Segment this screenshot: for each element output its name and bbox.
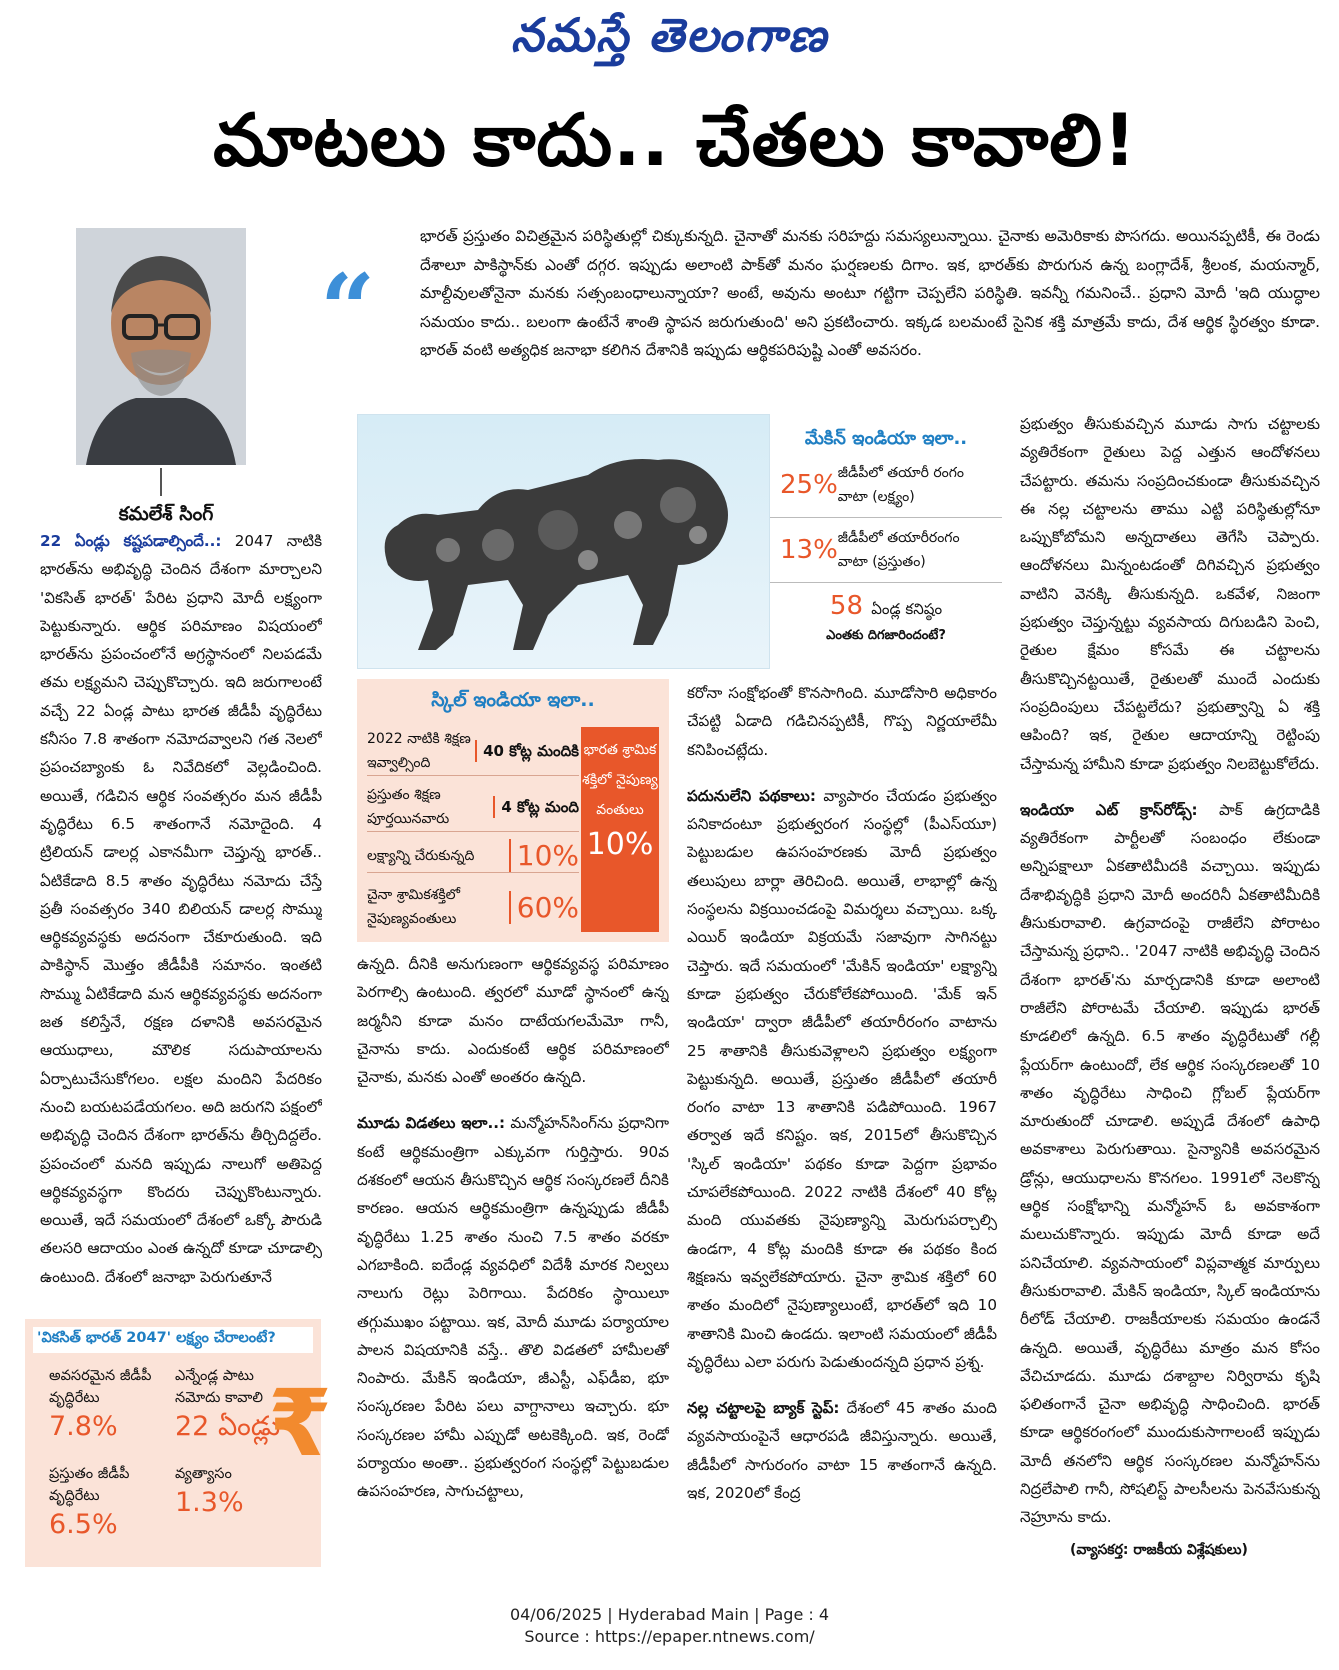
skill-label: లక్ష్యాన్ని చేరుకున్నది	[367, 847, 475, 864]
make-in-india-lion-graphic	[357, 414, 770, 669]
make-in-india-title: మేకిన్ ఇండియా ఇలా..	[804, 428, 968, 449]
skill-india-row	[367, 727, 579, 776]
paragraph: ఉన్నది. దీనికి అనుగుణంగా ఆర్థికవ్యవస్థ పరిమాణం పెరగాల్సి ఉంటుంది. త్వరలో మూడో స్థానంలో ఉన్న జర్మనీని కూడా మనం దాటేయగలమేమో గానీ, చైనాను కాదు. ఎందుకంటే ఆర్థిక పరిమాణంలో చైనాకు, మనకు ఎంతో అంతరం ఉన్నది.	[357, 955, 669, 1087]
make-in-india-infobox	[770, 414, 1002, 669]
viksit-label: ఎన్నేండ్ల పాటు నమోదు కావాలి	[175, 1368, 263, 1406]
make-in-india-label: జీడీపీలో తయారీరంగం వాటా (ప్రస్తుతం)	[837, 530, 960, 570]
viksit-cell	[49, 1463, 174, 1543]
viksit-label: అవసరమైన జీడీపీ వృద్ధిరేటు	[49, 1368, 152, 1406]
skill-label: 2022 నాటికి శిక్షణ ఇవ్వాల్సింది	[367, 731, 471, 771]
skill-india-row	[367, 883, 579, 931]
author-name: కమలేశ్ సింగ్	[118, 503, 214, 525]
rupee-icon: ₹	[268, 1370, 333, 1477]
paragraph: 2047 నాటికి భారత్‌ను అభివృద్ధి చెందిన దేశంగా మార్చాలని 'వికసిత్ భారత్' పేరిట ప్రధాని మోదీ లక్ష్యంగా పెట్టుకున్నారు. ఆర్థిక పరిమాణం విషయంలో భారత్‌ను ప్రపంచంలోనే అగ్రస్థానంలో నిలపడమే తమ లక్ష్యమని చెప్పుకొచ్చారు. ఇది జరుగాలంటే వచ్చే 22 ఏండ్ల పాటు భారత జీడీపీ వృద్ధిరేటు కనీసం 7.8 శాతంగా నమోదవ్వాలని గత నెలలో ప్రపంచబ్యాంకు ఓ నివేదికలో వెల్లడించింది. అయితే, గడిచిన ఆర్థిక సంవత్సరం మన జీడీపీ వృద్ధిరేటు 6.5 శాతంగానే నమోదైంది. 4 ట్రిలియన్ డాలర్ల ఎకానమీగా చెప్తున్న భారత్.. ఏటికేడాది 8.5 శాతం వృద్ధిరేటు నమోదు చేస్తే ప్రతీ సంవత్సరం 340 బిలియన్ డాలర్ల సొమ్ము ఆర్థికవ్యవస్థకు అదనంగా చేకూరుతుంది. ఇది పాకిస్థాన్ మొత్తం జీడీపీకి సమానం. ఇంతటి సొమ్ము ఏటికేడాది మన ఆర్థికవ్యవస్థకు అదనంగా జత కలిస్తేనే, రక్షణ దళానికి అవసరమైన ఆయుధాలు, మౌలిక సదుపాయాలను ఏర్పాటుచేసుకోగలం. లక్షల మందిని పేదరికం నుంచి బయటపడేయగలం. అది జరుగని పక్షంలో అభివృద్ధి చెందిన దేశంగా భారత్‌ను తీర్చిదిద్దలేం. ప్రపంచంలో మనది ఇప్పుడు నాలుగో అతిపెద్ద ఆర్థికవ్యవస్థగా కొందరు చెప్పుకొంటున్నారు. అయితే, ఇదే సమయంలో దేశంలో ఒక్కో పౌరుడి తలసరి ఆదాయం ఎంత ఉన్నదో కూడా చూడాల్సి ఉంటుంది. దేశంలో జనాభా పెరుగుతూనే	[40, 532, 322, 1286]
paragraph: పాక్ ఉగ్రదాడికి వ్యతిరేకంగా పార్టీలతో సంబంధం లేకుండా అన్నిపక్షాలూ ఏకతాటిమీదకి వచ్చాయి. ఇప్పుడు దేశాభివృద్ధికి ప్రధాని మోదీ అందరినీ ఏకతాటిమీదికి తీసుకురావాలి. ఉగ్రవాదంపై రాజీలేని పోరాటం చేస్తామన్న ప్రధాని.. '2047 నాటికి అభివృద్ధి చెందిన దేశంగా భారత్'ను మార్చడానికి కూడా అలాంటి రాజీలేని పోరాటమే చేయాలి. ఇప్పుడు భారత్ కూడలిలో ఉన్నది. 6.5 శాతం వృద్ధిరేటుతో గల్లీ ప్లేయర్‌గా ఉంటుందో, లేక ఆర్థిక సంస్కరణలతో 10 శాతం వృద్ధిరేటు సాధించి గ్లోబల్ ప్లేయర్‌గా మారుతుందో చూడాలి. అప్పుడే దేశంలో ఉపాధి అవకాశాలు పెరుగుతాయి. సైన్యానికి అవసరమైన డ్రోన్లు, ఆయుధాలను కొనగలం. 1991లో నెలకొన్న ఆర్థిక సంక్షోభాన్ని మన్మోహన్ ఓ అవకాశంగా మలుచుకొన్నారు. ఇప్పుడు మోదీ కూడా అదే పనిచేయాలి. వ్యవసాయంలో విప్లవాత్మక మార్పులు తీసుకురావాలి. మేకిన్ ఇండియా, స్కిల్ ఇండియాను రీలోడ్ చేయాలి. రాజకీయాలకు సమయం ఉండనే ఉన్నది. అయితే, వృద్ధిరేటు మాత్రం మన కోసం వేచిచూడదు. మూడు దశాబ్దాల నిర్విరామ కృషి ఫలితంగానే చైనా అభివృద్ధి సాధించింది. భారత్ కూడా ఆర్థికరంగంలో ముందుకుసాగాలంటే ఇప్పుడు మోదీ తనలోని ఆర్థిక సంస్కరణల మన్మోహన్‌ను నిద్రలేపాలి గానీ, సోషలిస్ట్ పాలసీలను పెనవేసుకున్న నెహ్రూను కాదు.	[1020, 800, 1320, 1527]
subheading: నల్ల చట్టాలపై బ్యాక్ స్టెప్:	[687, 1399, 840, 1418]
viksit-label: ప్రస్తుతం జీడీపీ వృద్ధిరేటు	[49, 1466, 130, 1504]
paragraph: ప్రభుత్వం తీసుకువచ్చిన మూడు సాగు చట్టాలకు వ్యతిరేకంగా రైతులు పెద్ద ఎత్తున ఆందోళనలు చేపట్టారు. తమను సంప్రదించకుండా తీసుకువచ్చిన ఈ నల్ల చట్టాలను తాము ఎట్టి పరిస్థితుల్లోనూ ఒప్పుకోబోమని అన్నదాతలు తెగేసి చెప్పారు. ఆందోళనలు మిన్నంటడంతో దిగివచ్చిన ప్రభుత్వం వాటిని వెనక్కి తీసుకున్నది. ఒకవేళ, నిజంగా ప్రభుత్వం చెప్తున్నట్టు వ్యవసాయ దిగుబడిని పెంచి, రైతుల క్షేమం కోసమే ఈ చట్టాలను తీసుకొచ్చినట్టయితే, రైతులతో ముందే ఎందుకు సంప్రదింపులు చేపట్టలేదు? ప్రభుత్వాన్ని ఏ శక్తి ఆపింది? ఇక, రైతుల ఆదాయాన్ని రెట్టింపు చేస్తామన్న హామీని కూడా ప్రభుత్వం నిలబెట్టుకోలేదు.	[1020, 415, 1320, 773]
subheading: మూడు విడతలు ఇలా..:	[357, 1114, 506, 1133]
skill-india-side-panel	[581, 727, 659, 932]
article-column-4	[1020, 410, 1320, 1538]
make-in-india-row	[770, 518, 1002, 583]
make-in-india-pct: 25%	[780, 470, 838, 500]
skill-value: 40 కోట్ల మందికి	[475, 740, 579, 762]
skill-india-infobox	[357, 679, 669, 942]
skill-india-row	[367, 783, 579, 832]
masthead-logo: నమస్తే తెలంగాణ	[510, 8, 829, 62]
footer-date-page: 04/06/2025 | Hyderabad Main | Page : 4	[509, 1605, 830, 1624]
subheading: పదునులేని పథకాలు:	[687, 786, 816, 805]
skill-label: చైనా శ్రామికశక్తిలో నైపుణ్యవంతులు	[367, 887, 461, 927]
years-value: 58	[829, 591, 863, 621]
article-column-1	[40, 527, 322, 1317]
subheading: ఇండియా ఎట్ క్రాస్‌రోడ్స్:	[1020, 800, 1198, 819]
skill-value: 4 కోట్ల మంది	[493, 796, 579, 818]
paragraph: దేశంలో 45 శాతం మంది వ్యవసాయంపైనే ఆధారపడి జీవిస్తున్నారు. అయితే, జీడీపీలో సాగురంగం వాటా 15 శాతంగానే ఉన్నది. ఇక, 2020లో కేంద్ర	[687, 1399, 997, 1503]
author-photo	[76, 228, 246, 465]
article-column-3	[687, 679, 997, 1569]
viksit-value: 1.3%	[175, 1487, 244, 1518]
viksit-value: 6.5%	[49, 1509, 118, 1540]
viksit-label: వ్యత్యాసం	[175, 1466, 232, 1482]
page-footer	[0, 1604, 1339, 1648]
skill-label: ప్రస్తుతం శిక్షణ పూర్తయినవారు	[367, 787, 450, 827]
paragraph: మన్మోహన్‌సింగ్‌ను ప్రధానిగా కంటే ఆర్థికమంత్రిగా ఎక్కువగా గుర్తిస్తారు. 90వ దశకంలో ఆయన తీసుకొచ్చిన ఆర్థిక సంస్కరణలే దీనికి కారణం. ఆయన ఆర్థికమంత్రిగా ఉన్నప్పుడు జీడీపీ వృద్ధిరేటు 1.25 శాతం నుంచి 7.5 శాతం వరకూ ఎగబాకింది. ఐదేండ్ల వ్యవధిలో విదేశీ మారక నిల్వలు నాలుగు రెట్లు పెరిగాయి. పేదరికం స్థాయిలూ తగ్గుముఖం పట్టాయి. ఇక, మోదీ మూడు పర్యాయాల పాలన విషయానికి వస్తే.. తొలి విడతలో హామీలతో నింపారు. మేకిన్ ఇండియా, జీఎస్టీ, ఎఫ్‌డీఐ, భూ సంస్కరణల పేరిట పలు వాగ్దానాలు ఇచ్చారు. భూ సంస్కరణల హామీ ఎప్పుడో అటకెక్కింది. ఇక, రెండో పర్యాయం అంతా.. ప్రభుత్వరంగ సంస్థల్లో పెట్టుబడుల ఉపసంహరణ, సాగుచట్టాలు,	[357, 1114, 669, 1501]
skill-value: 60%	[509, 891, 579, 924]
make-in-india-row	[770, 453, 1002, 518]
paragraph: వ్యాపారం చేయడం ప్రభుత్వం పనికాదంటూ ప్రభుత్వరంగ సంస్థల్లో (పీఎస్‌యూ) పెట్టుబడుల ఉపసంహరణకు మోదీ ప్రభుత్వం తలుపులు బార్లా తెరిచింది. అయితే, లాభాల్లో ఉన్న సంస్థలను విక్రయించడంపై విమర్శలు వచ్చాయి. ఒక్క ఎయిర్ ఇండియా విక్రయమే సజావుగా సాగినట్టు చెప్తారు. ఇదే సమయంలో 'మేకిన్ ఇండియా' లక్ష్యాన్ని కూడా ప్రభుత్వం చేరుకోలేకపోయింది. 'మేక్ ఇన్ ఇండియా' ద్వారా జీడీపీలో తయారీరంగం వాటాను 25 శాతానికి తీసుకువెళ్లాలని ప్రభుత్వం లక్ష్యంగా పెట్టుకున్నది. అయితే, ప్రస్తుతం జీడీపీలో తయారీ రంగం వాటా 13 శాతానికి పడిపోయింది. 1967 తర్వాత ఇదే కనిష్టం. ఇక, 2015లో తీసుకొచ్చిన 'స్కిల్ ఇండియా' పథకం కూడా పెద్దగా ప్రభావం చూపలేకపోయింది. 2022 నాటికి దేశంలో 40 కోట్ల మంది యువతకు నైపుణ్యాన్ని మెరుగుపర్చాల్సి ఉండగా, 4 కోట్ల మందికి కూడా ఈ పథకం కింద శిక్షణను ఇవ్వలేకపోయారు. చైనా శ్రామిక శక్తిలో 60 శాతం మందిలో నైపుణ్యాలుంటే, భారత్‌లో ఇది 10 శాతానికి మించి ఉండదు. ఇలాంటి సమయంలో జీడీపీ వృద్ధిరేటు ఎలా పరుగు పెడుతుందన్నది ప్రధాన ప్రశ్న.	[687, 786, 997, 1371]
subheading: 22 ఏండ్లు కష్టపడాల్సిందే..:	[40, 532, 222, 550]
side-label: భారత శ్రామిక శక్తిలో నైపుణ్య వంతులు	[582, 742, 658, 818]
article-column-2	[357, 950, 669, 1570]
viksit-cell	[49, 1365, 174, 1445]
author-divider	[160, 468, 162, 496]
author-byline: (వ్యాసకర్త: రాజకీయ విశ్లేషకులు)	[1070, 1542, 1248, 1558]
pull-quote: భారత్ ప్రస్తుతం విచిత్రమైన పరిస్థితుల్లో చిక్కుకున్నది. చైనాతో మనకు సరిహద్దు సమస్యలున్నాయి. చైనాకు అమెరికాకు పొసగదు. అయినప్పటికీ, ఈ రెండు దేశాలూ పాకిస్థాన్‌కు ఎంతో దగ్గర. ఇప్పుడు అలాంటి పాక్‌తో మనం ఘర్షణలకు దిగాం. ఇక, భారత్‌కు పొరుగున ఉన్న బంగ్లాదేశ్, శ్రీలంక, మయన్మార్, మాల్దీవులతోనైనా మనకు సత్సంబంధాలున్నాయా? అంటే, అవును అంటూ గట్టిగా చెప్పలేని పరిస్థితి. ఇవన్నీ గమనించే.. ప్రధాని మోదీ 'ఇది యుద్ధాల సమయం కాదు.. బలంగా ఉంటేనే శాంతి స్థాపన జరుగుతుంది' అని ప్రకటించారు. ఇక్కడ బలమంటే సైనిక శక్తి మాత్రమే కాదు, దేశ ఆర్థిక స్థిరత్వం కూడా. భారత్ వంటి అత్యధిక జనాభా కలిగిన దేశానికి ఇప్పుడు ఆర్థికపరిపుష్టి ఎంతో అవసరం.	[420, 227, 1320, 359]
side-value: 10%	[586, 827, 654, 862]
skill-india-title: స్కిల్ ఇండియా ఇలా..	[431, 689, 595, 711]
footer-source[interactable]: Source : https://epaper.ntnews.com/	[524, 1627, 815, 1646]
viksit-value: 7.8%	[49, 1411, 118, 1442]
make-in-india-label: జీడీపీలో తయారీ రంగం వాటా (లక్ష్యం)	[837, 465, 965, 505]
skill-india-row	[367, 839, 579, 873]
headline: మాటలు కాదు.. చేతలు కావాలి!	[213, 98, 1137, 182]
quote-icon: “	[320, 253, 376, 366]
viksit-title: 'వికసిత్ భారత్ 2047' లక్ష్యం చేరాలంటే?	[33, 1327, 313, 1353]
make-in-india-pct: 13%	[780, 535, 838, 565]
make-in-india-years	[770, 591, 1002, 622]
make-in-india-footnote: ఎంతకు దిగజారిందంటే?	[826, 628, 946, 643]
skill-value: 10%	[509, 839, 579, 872]
viksit-value: 22 ఏండ్లు	[175, 1411, 281, 1442]
paragraph: కరోనా సంక్షోభంతో కొనసాగింది. మూడోసారి అధికారం చేపట్టి ఏడాది గడిచినప్పటికీ, గొప్ప నిర్ణయాలేమీ కనిపించట్లేదు.	[687, 684, 997, 759]
years-label: ఏండ్ల కనిష్ఠం	[871, 600, 943, 618]
